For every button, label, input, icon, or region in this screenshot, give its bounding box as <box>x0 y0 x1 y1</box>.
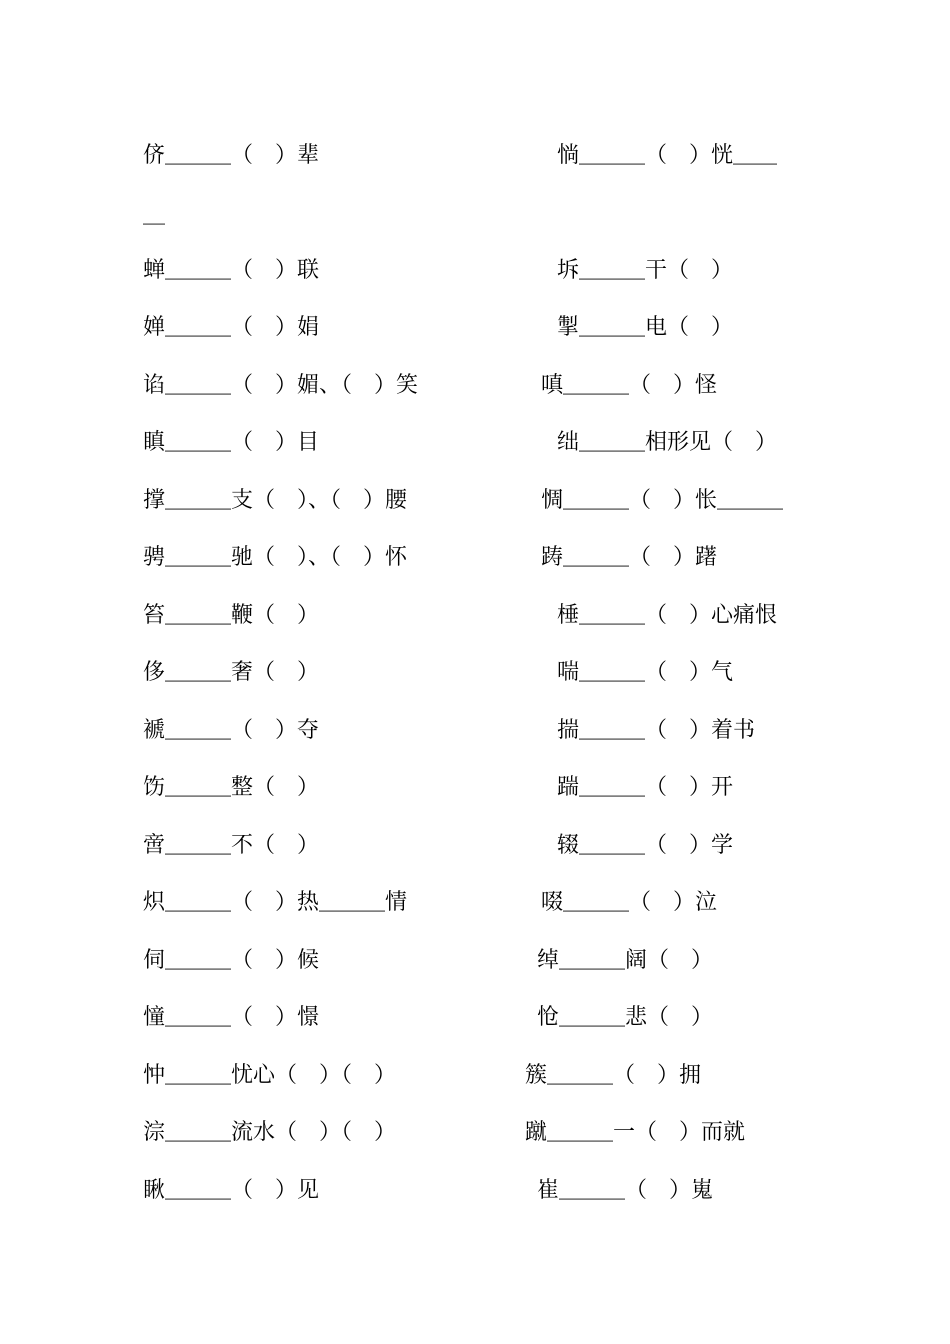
right-item-4: 嗔＿＿＿（ ）怪 <box>541 373 718 398</box>
right-item-7: 踌＿＿＿（ ）躇 <box>541 545 718 570</box>
left-item-7: 骋＿＿＿驰（ ）、（ ）怀 <box>143 545 408 570</box>
right-item-6: 惆＿＿＿（ ）怅＿＿＿ <box>541 488 784 513</box>
left-item-8: 笞＿＿＿鞭（ ） <box>143 603 320 628</box>
right-item-13: 啜＿＿＿（ ）泣 <box>541 890 718 915</box>
right-item-8: 棰＿＿＿（ ）心痛恨 <box>557 603 778 628</box>
left-item-1: ＿ <box>143 203 166 228</box>
left-item-15: 憧＿＿＿（ ）憬 <box>143 1005 320 1030</box>
left-item-13: 炽＿＿＿（ ）热＿＿＿情 <box>143 890 408 915</box>
right-item-18: 崔＿＿＿（ ）嵬 <box>537 1178 714 1203</box>
left-item-10: 褫＿＿＿（ ）夺 <box>143 718 320 743</box>
right-item-0: 惝＿＿＿（ ）恍＿＿ <box>557 143 778 168</box>
left-item-14: 伺＿＿＿（ ）候 <box>143 948 320 973</box>
left-item-2: 蝉＿＿＿（ ）联 <box>143 258 320 283</box>
left-item-17: 淙＿＿＿流水（ ）（ ） <box>143 1120 397 1145</box>
right-item-14: 绰＿＿＿阔（ ） <box>537 948 714 973</box>
right-item-15: 怆＿＿＿悲（ ） <box>537 1005 714 1030</box>
right-item-16: 簇＿＿＿（ ）拥 <box>525 1063 702 1088</box>
left-item-18: 瞅＿＿＿（ ）见 <box>143 1178 320 1203</box>
right-item-10: 揣＿＿＿（ ）着书 <box>557 718 756 743</box>
right-item-5: 绌＿＿＿相形见（ ） <box>557 430 778 455</box>
left-item-0: 侪＿＿＿（ ）辈 <box>143 143 320 168</box>
left-item-11: 饬＿＿＿整（ ） <box>143 775 320 800</box>
left-item-16: 忡＿＿＿忧心（ ）（ ） <box>143 1063 397 1088</box>
left-item-3: 婵＿＿＿（ ）娟 <box>143 315 320 340</box>
left-item-6: 撑＿＿＿支（ ）、（ ）腰 <box>143 488 408 513</box>
right-item-3: 掣＿＿＿电（ ） <box>557 315 734 340</box>
right-item-11: 踹＿＿＿（ ）开 <box>557 775 734 800</box>
left-item-5: 瞋＿＿＿（ ）目 <box>143 430 320 455</box>
right-item-17: 蹴＿＿＿一（ ）而就 <box>525 1120 746 1145</box>
left-item-4: 谄＿＿＿（ ）媚、（ ）笑 <box>143 373 419 398</box>
right-item-12: 辍＿＿＿（ ）学 <box>557 833 734 858</box>
right-item-9: 喘＿＿＿（ ）气 <box>557 660 734 685</box>
right-item-2: 坼＿＿＿干（ ） <box>557 258 734 283</box>
left-item-9: 侈＿＿＿奢（ ） <box>143 660 320 685</box>
left-item-12: 啻＿＿＿不（ ） <box>143 833 320 858</box>
